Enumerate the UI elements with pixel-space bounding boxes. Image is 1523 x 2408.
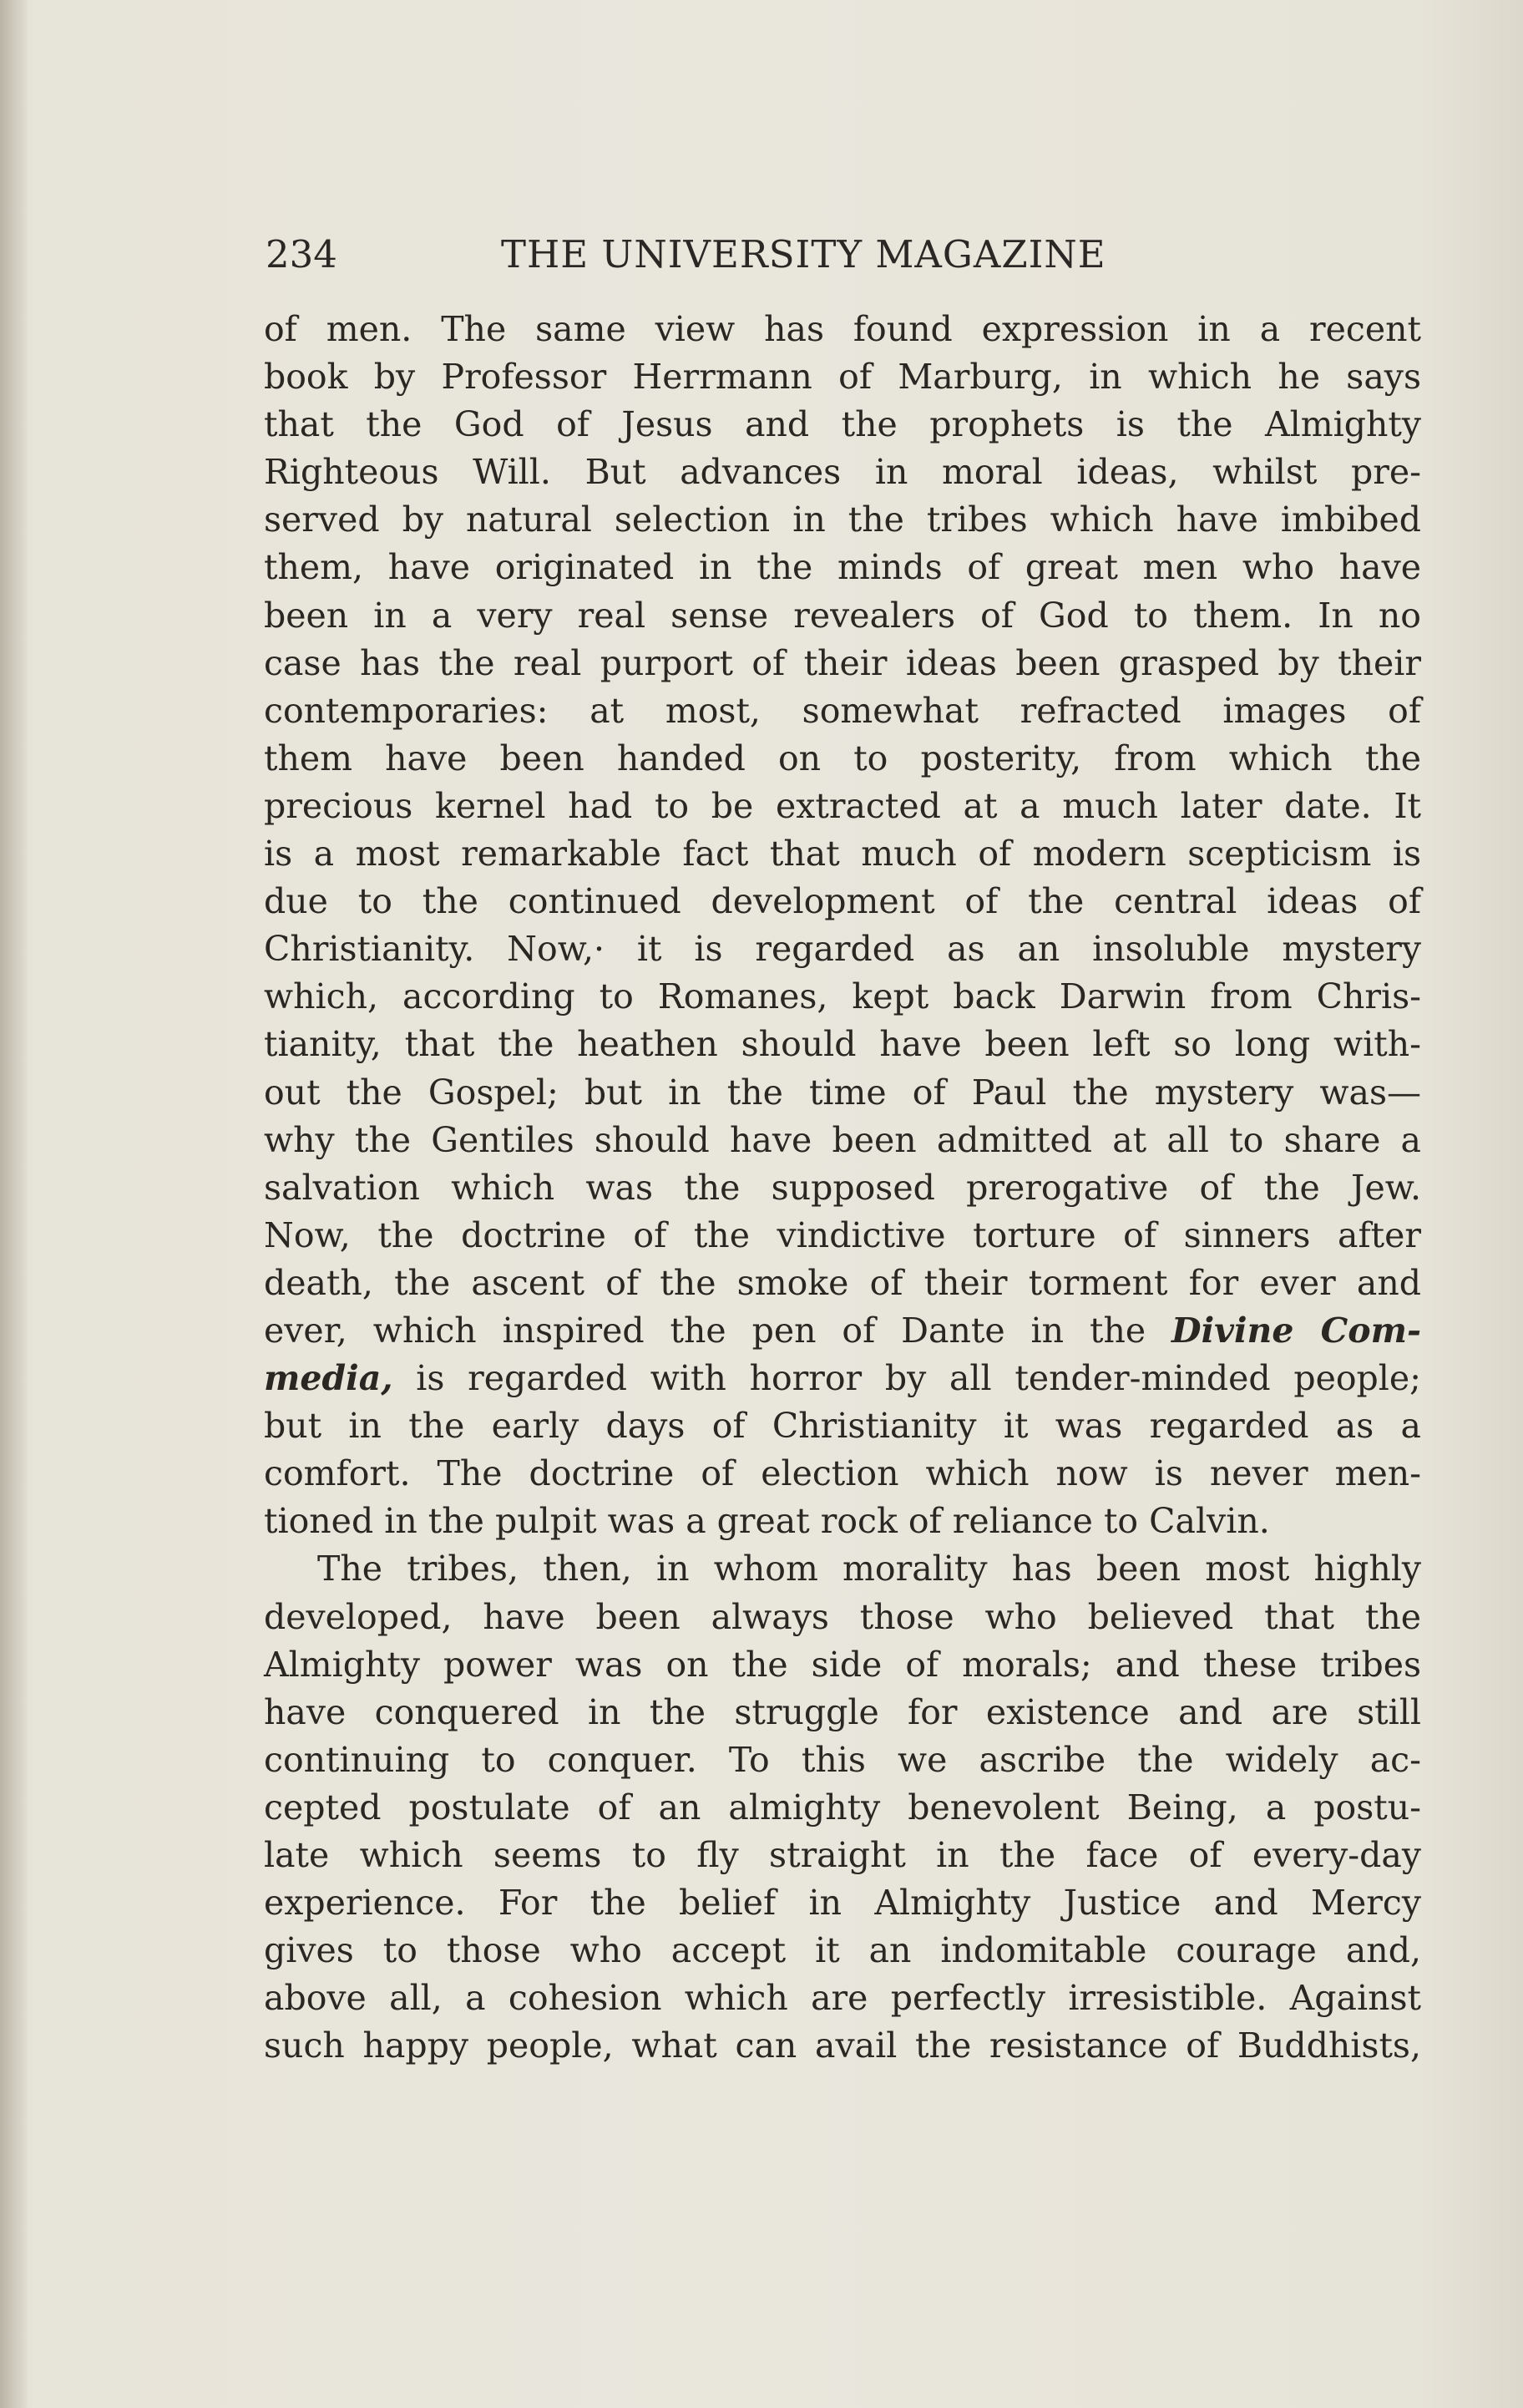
text-line: which, according to Romanes, kept back Darwin from Chris- xyxy=(264,976,1421,1017)
text-line: of men. The same view has found expression in a recent xyxy=(264,309,1421,349)
text-line: book by Professor Herrmann of Marburg, in which he says xyxy=(264,357,1421,398)
text-line: why the Gentiles should have been admitted at all to share a xyxy=(264,1119,1421,1160)
line-text: is regarded with horror by all tender-minded people; xyxy=(416,1358,1421,1399)
book-title-italic: media, xyxy=(264,1358,393,1399)
text-line: served by natural selection in the tribes which have imbibed xyxy=(264,499,1421,540)
text-line: such happy people, what can avail the resistance of Buddhists, xyxy=(264,2025,1421,2066)
text-line: tioned in the pulpit was a great rock of reliance to Calvin. xyxy=(264,1501,1270,1542)
text-line: tianity, that the heathen should have been left so long with- xyxy=(264,1024,1421,1065)
text-line: above all, a cohesion which are perfectly irresistible. Against xyxy=(264,1978,1421,2019)
book-title-italic: Divine Com- xyxy=(1171,1310,1421,1351)
text-line-with-title xyxy=(264,1355,1421,1402)
running-title: THE UNIVERSITY MAGAZINE xyxy=(501,232,1106,276)
text-line: have conquered in the struggle for existence and are still xyxy=(264,1691,1421,1732)
text-line: Christianity. Now,· it is regarded as an insoluble mystery xyxy=(264,929,1421,970)
text-line: experience. For the belief in Almighty Justice and Mercy xyxy=(264,1883,1421,1924)
text-line: Now, the doctrine of the vindictive torture of sinners after xyxy=(264,1214,1421,1255)
text-line: that the God of Jesus and the prophets is the Almighty xyxy=(264,404,1421,445)
body-text xyxy=(264,306,1421,2070)
text-line: cepted postulate of an almighty benevolent Being, a postu- xyxy=(264,1787,1421,1828)
text-line: salvation which was the supposed prerogative of the Jew. xyxy=(264,1167,1421,1208)
text-line: Almighty power was on the side of morals; and these tribes xyxy=(264,1644,1421,1685)
text-line: contemporaries: at most, somewhat refracted images of xyxy=(264,690,1421,731)
text-line: developed, have been always those who believed that the xyxy=(264,1596,1421,1637)
text-line: case has the real purport of their ideas been grasped by their xyxy=(264,642,1421,683)
text-line: comfort. The doctrine of election which now is never men- xyxy=(264,1453,1421,1494)
text-line-with-title xyxy=(264,1307,1421,1355)
paragraph-first-line: The tribes, then, in whom morality has been most highly xyxy=(317,1549,1421,1589)
page-binding-edge xyxy=(0,0,28,2408)
text-line: Righteous Will. But advances in moral ideas, whilst pre- xyxy=(264,452,1421,493)
text-line: is a most remarkable fact that much of modern scepticism is xyxy=(264,834,1421,874)
text-line: but in the early days of Christianity it was regarded as a xyxy=(264,1406,1421,1447)
text-line: due to the continued development of the central ideas of xyxy=(264,881,1421,922)
page-header xyxy=(266,232,1152,284)
line-text: ever, which inspired the pen of Dante in the xyxy=(264,1310,1146,1351)
text-line: out the Gospel; but in the time of Paul the mystery was— xyxy=(264,1072,1421,1113)
text-line: gives to those who accept it an indomitable courage and, xyxy=(264,1930,1421,1971)
page-number: 234 xyxy=(266,232,337,276)
text-line: them, have originated in the minds of great men who have xyxy=(264,547,1421,588)
text-line: continuing to conquer. To this we ascribe the widely ac- xyxy=(264,1739,1421,1780)
text-line: precious kernel had to be extracted at a much later date. It xyxy=(264,785,1421,826)
text-line: them have been handed on to posterity, from which the xyxy=(264,738,1421,778)
text-line: late which seems to fly straight in the face of every-day xyxy=(264,1835,1421,1875)
text-line: death, the ascent of the smoke of their torment for ever and xyxy=(264,1262,1421,1303)
text-line: been in a very real sense revealers of God to them. In no xyxy=(264,595,1421,636)
